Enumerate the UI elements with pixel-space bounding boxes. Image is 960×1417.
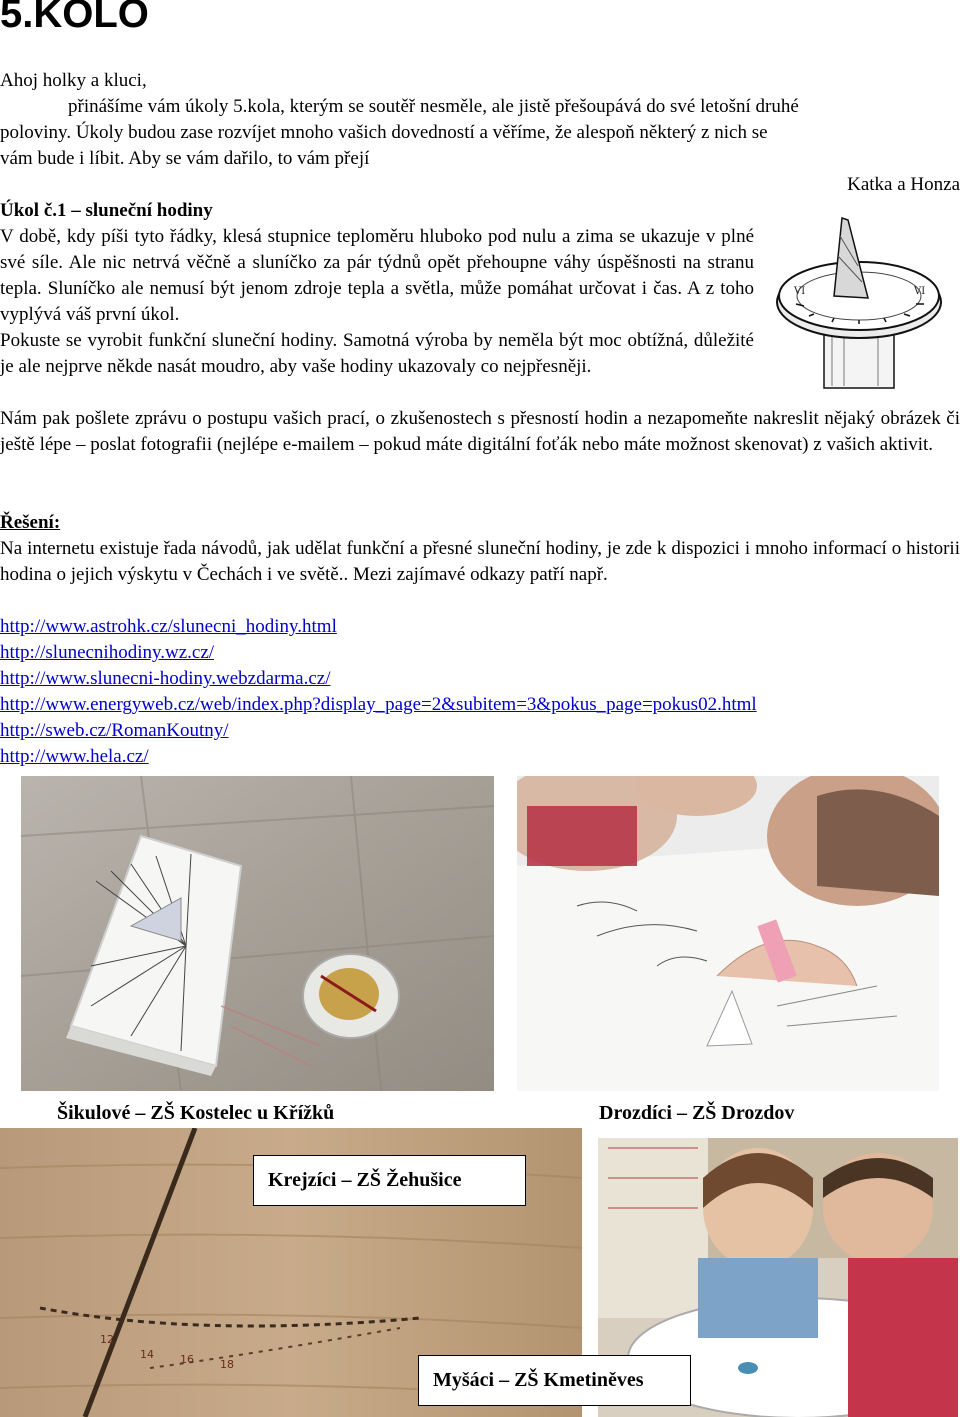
photo-drozdici	[517, 776, 939, 1091]
svg-text:16: 16	[180, 1353, 194, 1366]
link-slunecni-hodiny-webzdarma[interactable]: http://www.slunecni-hodiny.webzdarma.cz/	[0, 668, 331, 689]
task-paragraph-3: Nám pak pošlete zprávu o postupu vašich prací, o zkušenostech s přesností hodin a nezapomeňte nakreslit nějaký obrázek či ještě lépe – poslat fotografii (nejlépe e-mailem – pokud máte digitální foťák nebo máte možnost skenovat) z vašich aktivit.	[0, 408, 960, 455]
link-energyweb[interactable]: http://www.energyweb.cz/web/index.php?display_page=2&subitem=3&pokus_page=pokus02.html	[0, 694, 757, 715]
solution-text: Na internetu existuje řada návodů, jak udělat funkční a přesné sluneční hodiny, je zde k dispozici i mnoho informací o historii hodina o jejich výskytu v Čechách i ve světě.. Mezi zajímavé odkazy patří např.	[0, 538, 960, 585]
greeting: Ahoj holky a kluci,	[0, 70, 147, 91]
caption-drozdici: Drozdíci – ZŠ Drozdov	[599, 1102, 795, 1124]
svg-text:12: 12	[100, 1333, 114, 1346]
page-title: 5.KOLO	[0, 0, 149, 36]
intro-line-2: poloviny. Úkoly budou zase rozvíjet mnoho vašich dovedností a věříme, že alespoň některý z nich se	[0, 122, 768, 143]
intro-line-1: přinášíme vám úkoly 5.kola, kterým se soutěř nesměle, ale jistě přešoupává do své letošní druhé	[68, 96, 799, 117]
caption-krejzici-text: Krejzíci – ZŠ Žehušice	[268, 1169, 462, 1191]
caption-krejzici	[253, 1155, 526, 1206]
link-hela[interactable]: http://www.hela.cz/	[0, 746, 149, 767]
svg-text:VI: VI	[794, 286, 806, 297]
link-sweb-romankoutny[interactable]: http://sweb.cz/RomanKoutny/	[0, 720, 229, 741]
caption-mysaci-text: Myšáci – ZŠ Kmetiněves	[433, 1369, 644, 1391]
link-slunecnihodiny-wz[interactable]: http://slunecnihodiny.wz.cz/	[0, 642, 215, 663]
svg-text:18: 18	[220, 1358, 234, 1371]
svg-text:14: 14	[140, 1348, 154, 1361]
solution-heading: Řešení:	[0, 512, 61, 533]
link-astrohk[interactable]: http://www.astrohk.cz/slunecni_hodiny.html	[0, 616, 337, 637]
svg-text:VI: VI	[914, 286, 926, 297]
intro-line-3: vám bude i líbit. Aby se vám dařilo, to vám přejí	[0, 148, 370, 169]
caption-sikulove: Šikulové – ZŠ Kostelec u Křížků	[57, 1102, 335, 1124]
photo-sikulove	[21, 776, 494, 1091]
task-paragraph-2: Pokuste se vyrobit funkční sluneční hodiny. Samotná výroba by neměla být moc obtížná, důležité je ale nejprve někde nasát moudro, aby vaše hodiny ukazovaly co nejpřesněji.	[0, 330, 754, 377]
task-paragraph-1: V době, kdy píši tyto řádky, klesá stupnice teploměru hluboko pod nulu a zima se ukazuje v plné své síle. Ale nic netrvá věčně a sluníčko za pár týdnů opět přehoupne váhy úspěšnosti na stranu tepla. Sluníčko ale nemusí být jenom zdroje tepla a světla, může pomáhat určovat i čas. A z toho vyplývá váš první úkol.	[0, 226, 754, 325]
task-heading: Úkol č.1 – sluneční hodiny	[0, 200, 213, 221]
caption-mysaci	[418, 1355, 691, 1406]
sundial-illustration	[774, 206, 950, 390]
signature: Katka a Honza	[847, 174, 960, 195]
